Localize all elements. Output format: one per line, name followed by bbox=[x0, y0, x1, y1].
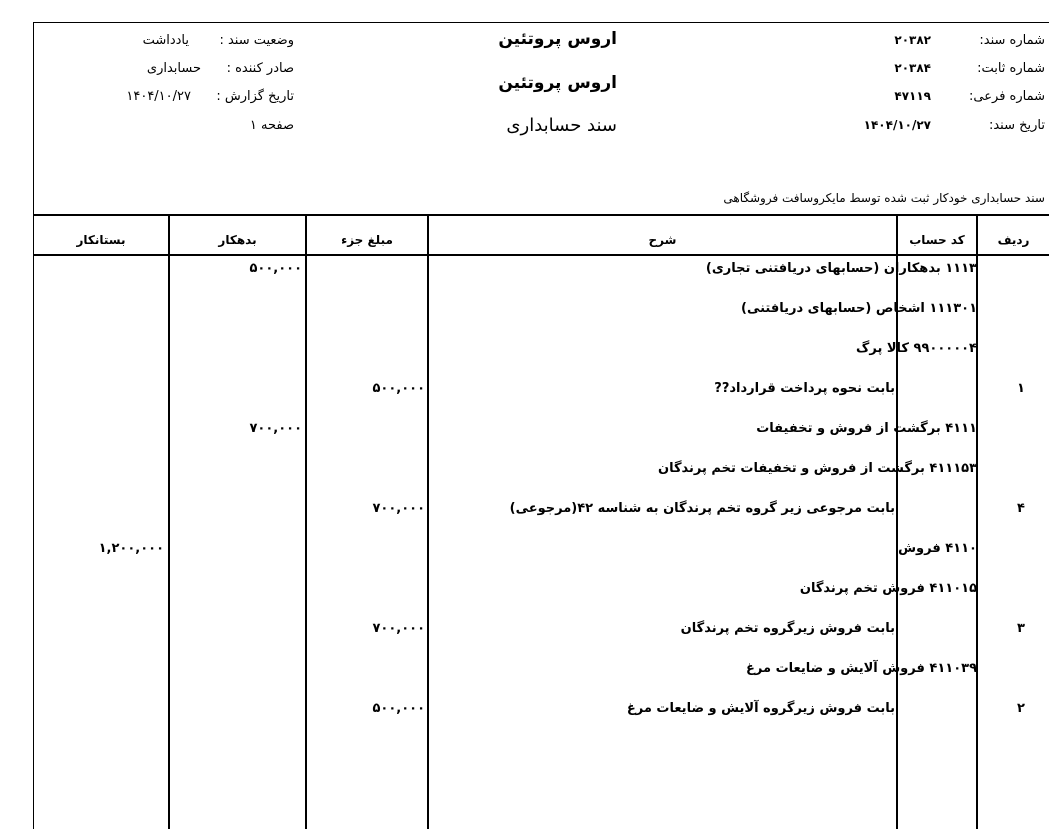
col-header-debit: بدهکار bbox=[218, 233, 257, 247]
doc-number-value: ۲۰۳۸۲ bbox=[894, 33, 931, 47]
col-header-description: شرح bbox=[648, 233, 677, 247]
doc-date-label: تاریخ سند: bbox=[988, 118, 1045, 133]
fixed-number-label: شماره ثابت: bbox=[977, 61, 1045, 76]
page-number: صفحه ۱ bbox=[249, 118, 294, 133]
accounting-document bbox=[33, 22, 1049, 829]
issuer-label: صادر کننده : bbox=[226, 61, 294, 76]
account-title: برگشت از فروش و تخفیفات تخم پرندگان bbox=[657, 461, 925, 476]
table-row bbox=[658, 461, 977, 476]
doc-date-value: ۱۴۰۴/۱۰/۲۷ bbox=[863, 118, 931, 132]
table-row bbox=[756, 421, 977, 436]
col-header-account-code: کد حساب bbox=[909, 233, 965, 247]
col-header-partial-amount: مبلغ جزء bbox=[341, 233, 393, 247]
account-code: ۴۱۱۰۳۹ bbox=[929, 661, 977, 676]
company-name: اروس پروتئین bbox=[498, 29, 617, 49]
document-title: سند حسابداری bbox=[506, 115, 617, 136]
account-code: ۹۹۰۰۰۰۰۴ bbox=[913, 341, 977, 356]
table-row bbox=[800, 581, 977, 596]
column-divider bbox=[305, 214, 307, 829]
col-header-credit: بستانکار bbox=[76, 233, 126, 247]
account-title: فروش bbox=[898, 541, 941, 556]
account-title: فروش تخم پرندگان bbox=[799, 581, 925, 596]
line-description: بابت نحوه پرداخت قرارداد?? bbox=[714, 381, 895, 396]
partial-amount: ۵۰۰,۰۰۰ bbox=[372, 701, 425, 716]
account-title: برگشت از فروش و تخفیفات bbox=[756, 421, 941, 436]
row-number: ۲ bbox=[1017, 701, 1025, 716]
account-code: ۴۱۱۰ bbox=[945, 541, 977, 556]
account-code: ۴۱۱۱ bbox=[945, 421, 977, 436]
debit-amount: ۷۰۰,۰۰۰ bbox=[249, 421, 302, 436]
report-date-value: ۱۴۰۴/۱۰/۲۷ bbox=[126, 89, 191, 104]
table-row bbox=[746, 661, 977, 676]
issuer-value: حسابداری bbox=[146, 61, 201, 76]
document-note: سند حسابداری خودکار ثبت شده توسط مایکروسافت فروشگاهی bbox=[723, 191, 1045, 205]
table-row bbox=[706, 261, 977, 276]
line-description: بابت مرجوعی زیر گروه تخم پرندگان به شناسه ۴۲(مرجوعی) bbox=[509, 501, 895, 516]
table-row bbox=[856, 341, 977, 356]
table-row bbox=[741, 301, 977, 316]
account-code: ۴۱۱۱۵۳ bbox=[929, 461, 977, 476]
account-code: ۱۱۱۳۰۱ bbox=[929, 301, 977, 316]
partial-amount: ۷۰۰,۰۰۰ bbox=[372, 621, 425, 636]
account-code: ۴۱۱۰۱۵ bbox=[929, 581, 977, 596]
status-label: وضعیت سند : bbox=[219, 33, 294, 48]
credit-amount: ۱,۲۰۰,۰۰۰ bbox=[98, 541, 164, 556]
table-row bbox=[898, 541, 977, 556]
sub-number-value: ۴۷۱۱۹ bbox=[894, 89, 931, 103]
row-number: ۳ bbox=[1017, 621, 1025, 636]
debit-amount: ۵۰۰,۰۰۰ bbox=[249, 261, 302, 276]
account-title: کالا پرگ bbox=[856, 341, 909, 356]
company-name-secondary: اروس پروتئین bbox=[498, 73, 617, 93]
row-number: ۴ bbox=[1017, 501, 1025, 516]
partial-amount: ۵۰۰,۰۰۰ bbox=[372, 381, 425, 396]
fixed-number-value: ۲۰۳۸۴ bbox=[894, 61, 931, 75]
account-title: فروش آلایش و ضایعات مرغ bbox=[746, 661, 925, 676]
account-title: اشخاص (حسابهای دریافتنی) bbox=[741, 301, 925, 316]
doc-number-label: شماره سند: bbox=[979, 33, 1045, 48]
account-code: ۱۱۱۳ bbox=[945, 261, 977, 276]
line-description: بابت فروش زیرگروه آلایش و ضایعات مرغ bbox=[626, 701, 895, 716]
account-title: بدهکاران (حسابهای دریافتنی تجاری) bbox=[705, 261, 941, 276]
row-number: ۱ bbox=[1017, 381, 1025, 396]
partial-amount: ۷۰۰,۰۰۰ bbox=[372, 501, 425, 516]
sub-number-label: شماره فرعی: bbox=[969, 89, 1045, 104]
status-value: یادداشت bbox=[142, 33, 189, 48]
col-header-row: ردیف bbox=[997, 233, 1030, 247]
report-date-label: تاریخ گزارش : bbox=[216, 89, 294, 104]
column-divider bbox=[427, 214, 429, 829]
line-description: بابت فروش زیرگروه تخم پرندگان bbox=[680, 621, 895, 636]
column-divider bbox=[168, 214, 170, 829]
